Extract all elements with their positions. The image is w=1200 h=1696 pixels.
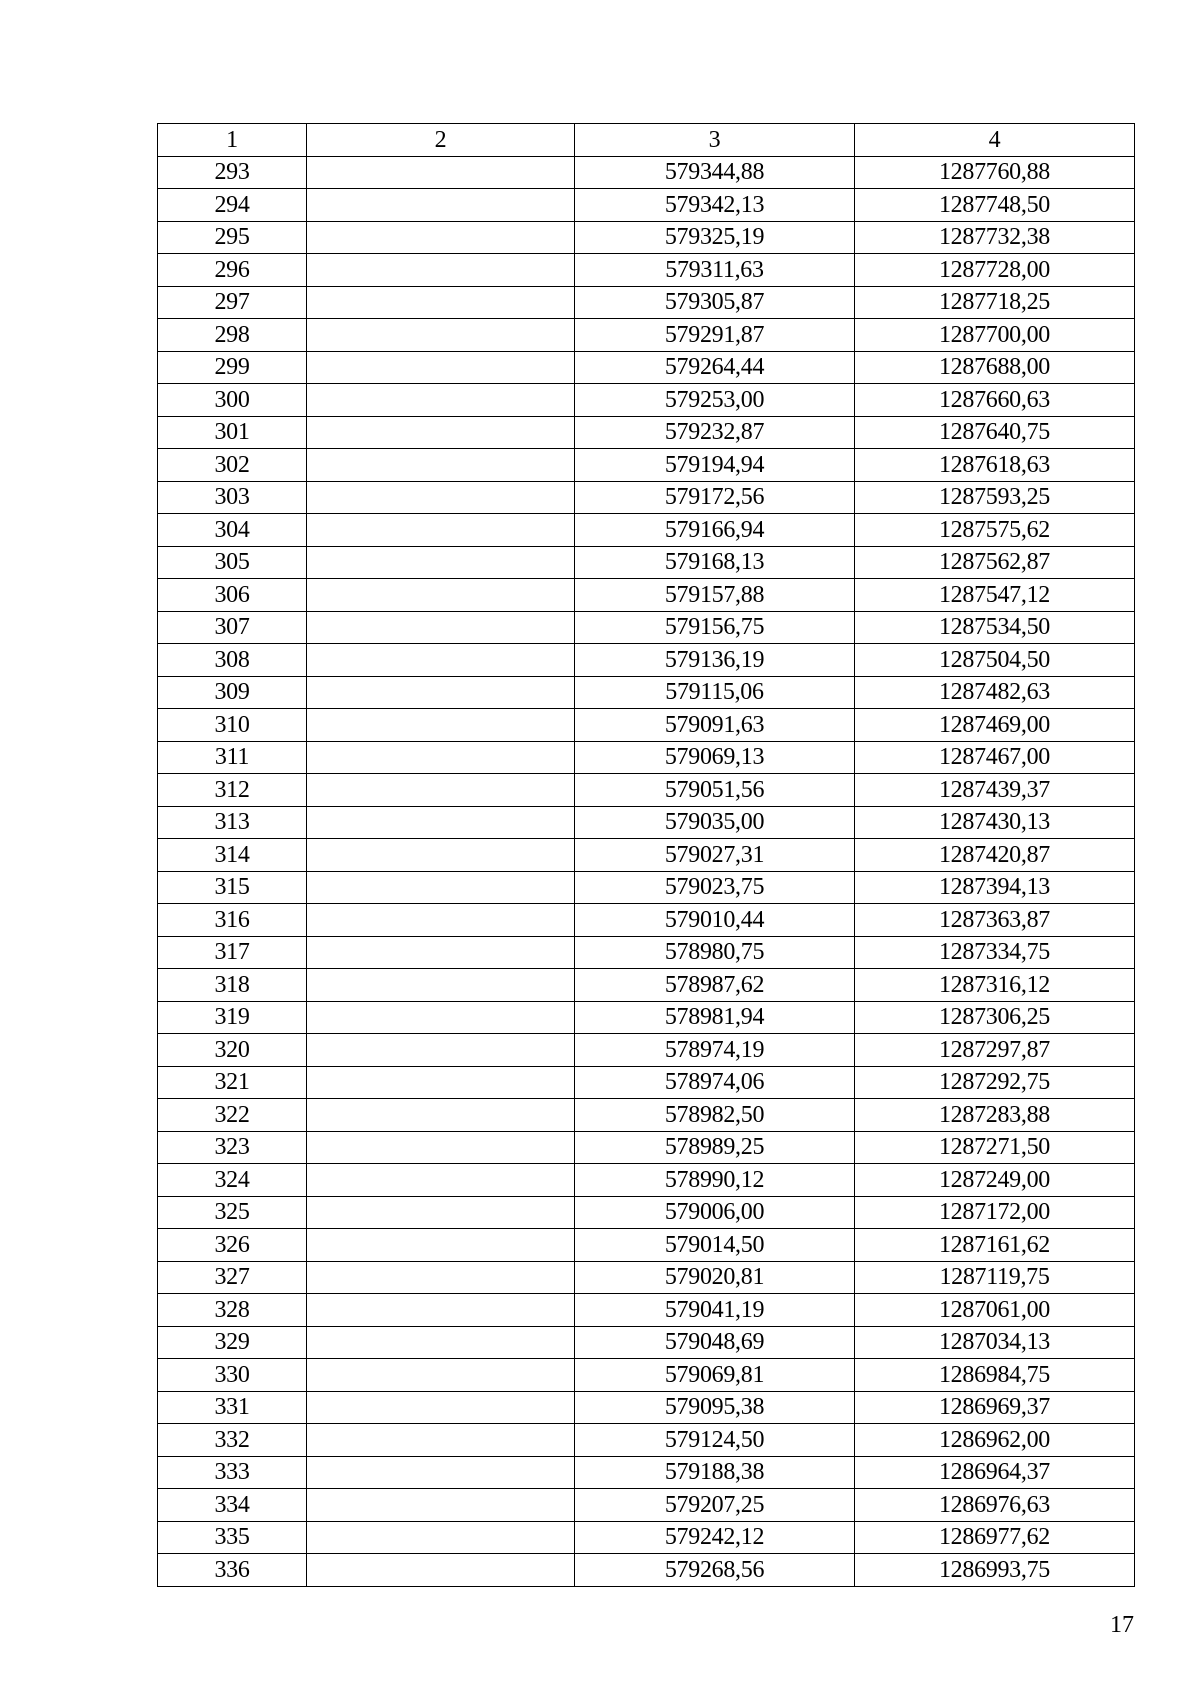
description-cell [307, 1164, 575, 1197]
table-row [158, 806, 1135, 839]
description-cell [307, 774, 575, 807]
description-cell [307, 936, 575, 969]
table-row [158, 449, 1135, 482]
point-number-cell: 325 [158, 1196, 307, 1229]
table-row [158, 676, 1135, 709]
x-coordinate-cell: 579253,00 [575, 384, 855, 417]
table-row [158, 1424, 1135, 1457]
coordinates-table [157, 123, 1135, 1587]
x-coordinate-cell: 579136,19 [575, 644, 855, 677]
y-coordinate-cell: 1287172,00 [855, 1196, 1135, 1229]
table-row [158, 871, 1135, 904]
point-number-cell: 324 [158, 1164, 307, 1197]
y-coordinate-cell: 1287119,75 [855, 1261, 1135, 1294]
table-body [158, 156, 1135, 1586]
y-coordinate-cell: 1287728,00 [855, 254, 1135, 287]
y-coordinate-cell: 1287760,88 [855, 156, 1135, 189]
y-coordinate-cell: 1287334,75 [855, 936, 1135, 969]
x-coordinate-cell: 578987,62 [575, 969, 855, 1002]
point-number-cell: 332 [158, 1424, 307, 1457]
description-cell [307, 351, 575, 384]
description-cell [307, 384, 575, 417]
point-number-cell: 318 [158, 969, 307, 1002]
description-cell [307, 1066, 575, 1099]
x-coordinate-cell: 579006,00 [575, 1196, 855, 1229]
point-number-cell: 319 [158, 1001, 307, 1034]
table-row [158, 1391, 1135, 1424]
table-row [158, 156, 1135, 189]
x-coordinate-cell: 579095,38 [575, 1391, 855, 1424]
point-number-cell: 328 [158, 1294, 307, 1327]
table-row [158, 709, 1135, 742]
description-cell [307, 579, 575, 612]
point-number-cell: 310 [158, 709, 307, 742]
point-number-cell: 298 [158, 319, 307, 352]
y-coordinate-cell: 1287469,00 [855, 709, 1135, 742]
y-coordinate-cell: 1287297,87 [855, 1034, 1135, 1067]
point-number-cell: 300 [158, 384, 307, 417]
x-coordinate-cell: 579264,44 [575, 351, 855, 384]
y-coordinate-cell: 1287420,87 [855, 839, 1135, 872]
x-coordinate-cell: 578974,19 [575, 1034, 855, 1067]
x-coordinate-cell: 579014,50 [575, 1229, 855, 1262]
description-cell [307, 1359, 575, 1392]
table-row [158, 1294, 1135, 1327]
x-coordinate-cell: 578974,06 [575, 1066, 855, 1099]
y-coordinate-cell: 1287467,00 [855, 741, 1135, 774]
point-number-cell: 309 [158, 676, 307, 709]
table-row [158, 1099, 1135, 1132]
point-number-cell: 304 [158, 514, 307, 547]
y-coordinate-cell: 1287618,63 [855, 449, 1135, 482]
point-number-cell: 295 [158, 221, 307, 254]
description-cell [307, 1196, 575, 1229]
point-number-cell: 317 [158, 936, 307, 969]
description-cell [307, 1001, 575, 1034]
point-number-cell: 294 [158, 189, 307, 222]
x-coordinate-cell: 579325,19 [575, 221, 855, 254]
column-header-2: 2 [307, 124, 575, 157]
description-cell [307, 839, 575, 872]
table-row [158, 1456, 1135, 1489]
description-cell [307, 189, 575, 222]
x-coordinate-cell: 579268,56 [575, 1554, 855, 1587]
description-cell [307, 741, 575, 774]
y-coordinate-cell: 1287534,50 [855, 611, 1135, 644]
table-row [158, 1066, 1135, 1099]
point-number-cell: 299 [158, 351, 307, 384]
page-number: 17 [1110, 1612, 1134, 1638]
x-coordinate-cell: 578981,94 [575, 1001, 855, 1034]
description-cell [307, 1489, 575, 1522]
column-header-3: 3 [575, 124, 855, 157]
point-number-cell: 335 [158, 1521, 307, 1554]
y-coordinate-cell: 1287316,12 [855, 969, 1135, 1002]
table-row [158, 579, 1135, 612]
y-coordinate-cell: 1287430,13 [855, 806, 1135, 839]
y-coordinate-cell: 1287439,37 [855, 774, 1135, 807]
x-coordinate-cell: 579311,63 [575, 254, 855, 287]
table-row [158, 1521, 1135, 1554]
x-coordinate-cell: 579232,87 [575, 416, 855, 449]
y-coordinate-cell: 1287394,13 [855, 871, 1135, 904]
point-number-cell: 327 [158, 1261, 307, 1294]
x-coordinate-cell: 579069,13 [575, 741, 855, 774]
y-coordinate-cell: 1287292,75 [855, 1066, 1135, 1099]
y-coordinate-cell: 1287660,63 [855, 384, 1135, 417]
y-coordinate-cell: 1287593,25 [855, 481, 1135, 514]
table-row [158, 416, 1135, 449]
point-number-cell: 303 [158, 481, 307, 514]
y-coordinate-cell: 1286969,37 [855, 1391, 1135, 1424]
y-coordinate-cell: 1287688,00 [855, 351, 1135, 384]
table-row [158, 1164, 1135, 1197]
x-coordinate-cell: 579020,81 [575, 1261, 855, 1294]
y-coordinate-cell: 1287283,88 [855, 1099, 1135, 1132]
point-number-cell: 330 [158, 1359, 307, 1392]
table-row [158, 1196, 1135, 1229]
table-row [158, 1001, 1135, 1034]
table-row [158, 514, 1135, 547]
y-coordinate-cell: 1287700,00 [855, 319, 1135, 352]
point-number-cell: 329 [158, 1326, 307, 1359]
y-coordinate-cell: 1287306,25 [855, 1001, 1135, 1034]
point-number-cell: 302 [158, 449, 307, 482]
description-cell [307, 286, 575, 319]
x-coordinate-cell: 579091,63 [575, 709, 855, 742]
point-number-cell: 308 [158, 644, 307, 677]
y-coordinate-cell: 1287562,87 [855, 546, 1135, 579]
point-number-cell: 316 [158, 904, 307, 937]
table-row [158, 481, 1135, 514]
table-row [158, 286, 1135, 319]
description-cell [307, 1424, 575, 1457]
description-cell [307, 416, 575, 449]
point-number-cell: 315 [158, 871, 307, 904]
point-number-cell: 333 [158, 1456, 307, 1489]
description-cell [307, 514, 575, 547]
description-cell [307, 1521, 575, 1554]
column-header-1: 1 [158, 124, 307, 157]
y-coordinate-cell: 1287718,25 [855, 286, 1135, 319]
table-row [158, 644, 1135, 677]
description-cell [307, 319, 575, 352]
table-row [158, 1261, 1135, 1294]
x-coordinate-cell: 579115,06 [575, 676, 855, 709]
description-cell [307, 1326, 575, 1359]
x-coordinate-cell: 579010,44 [575, 904, 855, 937]
y-coordinate-cell: 1287034,13 [855, 1326, 1135, 1359]
point-number-cell: 326 [158, 1229, 307, 1262]
y-coordinate-cell: 1287732,38 [855, 221, 1135, 254]
y-coordinate-cell: 1287575,62 [855, 514, 1135, 547]
description-cell [307, 481, 575, 514]
x-coordinate-cell: 578982,50 [575, 1099, 855, 1132]
table-row [158, 221, 1135, 254]
table-row [158, 546, 1135, 579]
table-row [158, 1489, 1135, 1522]
description-cell [307, 254, 575, 287]
description-cell [307, 221, 575, 254]
description-cell [307, 449, 575, 482]
x-coordinate-cell: 579188,38 [575, 1456, 855, 1489]
table-row [158, 611, 1135, 644]
table-row [158, 189, 1135, 222]
y-coordinate-cell: 1286962,00 [855, 1424, 1135, 1457]
table-row [158, 936, 1135, 969]
x-coordinate-cell: 578989,25 [575, 1131, 855, 1164]
description-cell [307, 611, 575, 644]
x-coordinate-cell: 579166,94 [575, 514, 855, 547]
y-coordinate-cell: 1286977,62 [855, 1521, 1135, 1554]
table-row [158, 254, 1135, 287]
description-cell [307, 969, 575, 1002]
description-cell [307, 1294, 575, 1327]
table-row [158, 319, 1135, 352]
x-coordinate-cell: 579051,56 [575, 774, 855, 807]
description-cell [307, 709, 575, 742]
x-coordinate-cell: 579023,75 [575, 871, 855, 904]
point-number-cell: 322 [158, 1099, 307, 1132]
table-row [158, 1554, 1135, 1587]
description-cell [307, 1131, 575, 1164]
table-row [158, 1229, 1135, 1262]
x-coordinate-cell: 579344,88 [575, 156, 855, 189]
table-row [158, 1326, 1135, 1359]
y-coordinate-cell: 1287640,75 [855, 416, 1135, 449]
description-cell [307, 904, 575, 937]
y-coordinate-cell: 1287504,50 [855, 644, 1135, 677]
x-coordinate-cell: 579194,94 [575, 449, 855, 482]
description-cell [307, 806, 575, 839]
y-coordinate-cell: 1286976,63 [855, 1489, 1135, 1522]
description-cell [307, 1554, 575, 1587]
y-coordinate-cell: 1287061,00 [855, 1294, 1135, 1327]
point-number-cell: 334 [158, 1489, 307, 1522]
table-row [158, 969, 1135, 1002]
point-number-cell: 306 [158, 579, 307, 612]
x-coordinate-cell: 579124,50 [575, 1424, 855, 1457]
x-coordinate-cell: 579156,75 [575, 611, 855, 644]
point-number-cell: 331 [158, 1391, 307, 1424]
table-row [158, 384, 1135, 417]
point-number-cell: 293 [158, 156, 307, 189]
description-cell [307, 1391, 575, 1424]
x-coordinate-cell: 579172,56 [575, 481, 855, 514]
x-coordinate-cell: 579041,19 [575, 1294, 855, 1327]
x-coordinate-cell: 579342,13 [575, 189, 855, 222]
point-number-cell: 305 [158, 546, 307, 579]
y-coordinate-cell: 1287482,63 [855, 676, 1135, 709]
table-row [158, 741, 1135, 774]
x-coordinate-cell: 579305,87 [575, 286, 855, 319]
point-number-cell: 297 [158, 286, 307, 319]
y-coordinate-cell: 1286993,75 [855, 1554, 1135, 1587]
x-coordinate-cell: 579035,00 [575, 806, 855, 839]
y-coordinate-cell: 1286984,75 [855, 1359, 1135, 1392]
point-number-cell: 320 [158, 1034, 307, 1067]
description-cell [307, 156, 575, 189]
table-row [158, 351, 1135, 384]
y-coordinate-cell: 1287547,12 [855, 579, 1135, 612]
x-coordinate-cell: 579242,12 [575, 1521, 855, 1554]
y-coordinate-cell: 1286964,37 [855, 1456, 1135, 1489]
point-number-cell: 313 [158, 806, 307, 839]
description-cell [307, 676, 575, 709]
column-header-4: 4 [855, 124, 1135, 157]
point-number-cell: 307 [158, 611, 307, 644]
point-number-cell: 321 [158, 1066, 307, 1099]
table-row [158, 1359, 1135, 1392]
description-cell [307, 1034, 575, 1067]
x-coordinate-cell: 579168,13 [575, 546, 855, 579]
x-coordinate-cell: 579048,69 [575, 1326, 855, 1359]
y-coordinate-cell: 1287249,00 [855, 1164, 1135, 1197]
description-cell [307, 1099, 575, 1132]
point-number-cell: 301 [158, 416, 307, 449]
description-cell [307, 1456, 575, 1489]
point-number-cell: 296 [158, 254, 307, 287]
x-coordinate-cell: 579291,87 [575, 319, 855, 352]
table-row [158, 839, 1135, 872]
point-number-cell: 336 [158, 1554, 307, 1587]
point-number-cell: 311 [158, 741, 307, 774]
x-coordinate-cell: 578980,75 [575, 936, 855, 969]
y-coordinate-cell: 1287363,87 [855, 904, 1135, 937]
point-number-cell: 312 [158, 774, 307, 807]
description-cell [307, 871, 575, 904]
point-number-cell: 323 [158, 1131, 307, 1164]
y-coordinate-cell: 1287161,62 [855, 1229, 1135, 1262]
table-row [158, 904, 1135, 937]
x-coordinate-cell: 579207,25 [575, 1489, 855, 1522]
y-coordinate-cell: 1287271,50 [855, 1131, 1135, 1164]
table-row [158, 774, 1135, 807]
y-coordinate-cell: 1287748,50 [855, 189, 1135, 222]
point-number-cell: 314 [158, 839, 307, 872]
description-cell [307, 1261, 575, 1294]
description-cell [307, 1229, 575, 1262]
x-coordinate-cell: 579157,88 [575, 579, 855, 612]
table-row [158, 1034, 1135, 1067]
x-coordinate-cell: 579069,81 [575, 1359, 855, 1392]
x-coordinate-cell: 579027,31 [575, 839, 855, 872]
table-header-row [158, 124, 1135, 157]
description-cell [307, 644, 575, 677]
table-row [158, 1131, 1135, 1164]
description-cell [307, 546, 575, 579]
x-coordinate-cell: 578990,12 [575, 1164, 855, 1197]
